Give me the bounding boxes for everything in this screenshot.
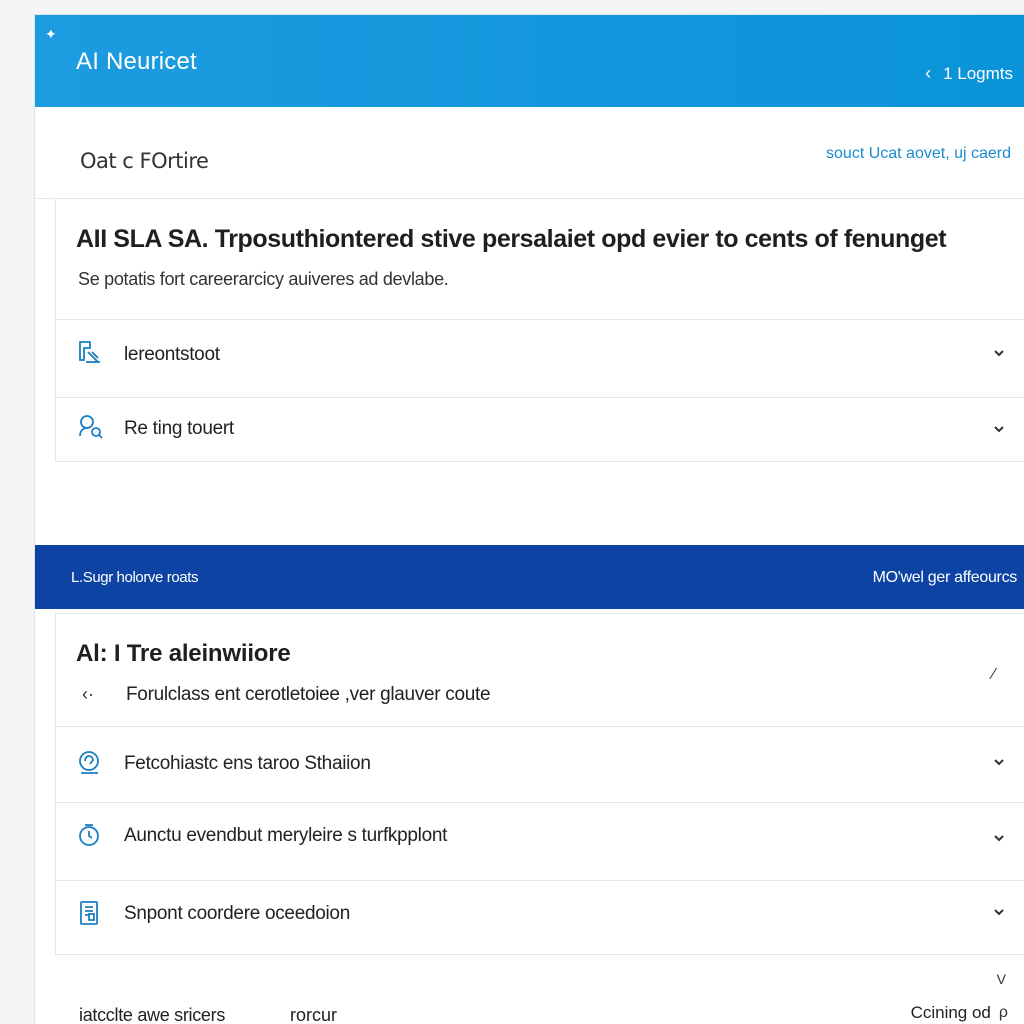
- card-subtext: Forulclass ent cerotletoiee ,ver glauver coute: [126, 684, 491, 705]
- grid-doc-icon: [76, 899, 104, 927]
- footer-status: [911, 1003, 1008, 1023]
- banner-left-text[interactable]: L.Sugr holorve roats: [71, 569, 199, 586]
- chevron-down-icon[interactable]: [992, 831, 1006, 850]
- footer-link[interactable]: iatcclte awe sricers: [79, 1005, 226, 1024]
- chevron-down-icon[interactable]: [992, 905, 1006, 924]
- card-heading: Al: I Tre aleinwiiore: [76, 640, 291, 667]
- card-heading: AII SLA SA. Trposuthiontered stive persalaiet opd evier to cents of fenunget: [76, 225, 947, 253]
- feature-card: [55, 613, 1024, 955]
- app-title: AI Neuricet: [76, 48, 197, 75]
- row-label: Fetcohiastc ens taroo Sthaiion: [124, 753, 371, 774]
- banner-right-text[interactable]: MO'wel ger affeourcs: [872, 569, 1017, 586]
- subheader: [35, 107, 1024, 199]
- pin-icon[interactable]: ρ: [998, 1004, 1008, 1021]
- card-description: Se potatis fort careerarcicy auiveres ad devlabe.: [78, 269, 449, 289]
- document-edit-icon: [76, 338, 104, 366]
- refresh-badge-icon: [76, 749, 104, 777]
- row-label: Aunctu evendbut meryleire s turfkpplont: [124, 825, 448, 846]
- login-link[interactable]: 1 Logmts: [943, 63, 1013, 83]
- accordion-row[interactable]: [56, 726, 1024, 802]
- row-label: Re ting touert: [124, 418, 234, 439]
- header-actions: [925, 63, 1013, 84]
- app-window: [34, 14, 1024, 1024]
- subheader-link[interactable]: souct Ucat aovet, uj caerd: [826, 145, 1011, 162]
- info-card: [55, 198, 1024, 462]
- chevron-down-icon[interactable]: [992, 755, 1006, 774]
- collapse-icon[interactable]: ⁄: [992, 666, 995, 683]
- top-header: [35, 15, 1024, 107]
- section-title: Oat c FOrtire: [80, 149, 209, 173]
- accordion-row[interactable]: [56, 880, 1024, 956]
- row-label: Snpont coordere oceedoion: [124, 903, 350, 924]
- clock-icon: [76, 821, 104, 849]
- person-search-icon: [76, 412, 104, 440]
- accordion-row[interactable]: [56, 802, 1024, 880]
- chevron-down-icon[interactable]: [992, 422, 1006, 441]
- row-label: lereontstoot: [124, 344, 220, 365]
- back-arrow-icon[interactable]: ‹·: [82, 684, 94, 704]
- chevron-down-icon[interactable]: [992, 346, 1006, 365]
- section-banner: [35, 545, 1024, 609]
- sparkle-icon: ✦: [45, 26, 57, 42]
- accordion-row[interactable]: [56, 397, 1024, 463]
- accordion-row[interactable]: [56, 319, 1024, 397]
- footer-status-label: Ccining od: [910, 1003, 991, 1022]
- chevron-left-icon[interactable]: ‹: [925, 63, 932, 83]
- expand-icon[interactable]: V: [996, 971, 1006, 987]
- footer-link[interactable]: rorcur: [290, 1005, 338, 1024]
